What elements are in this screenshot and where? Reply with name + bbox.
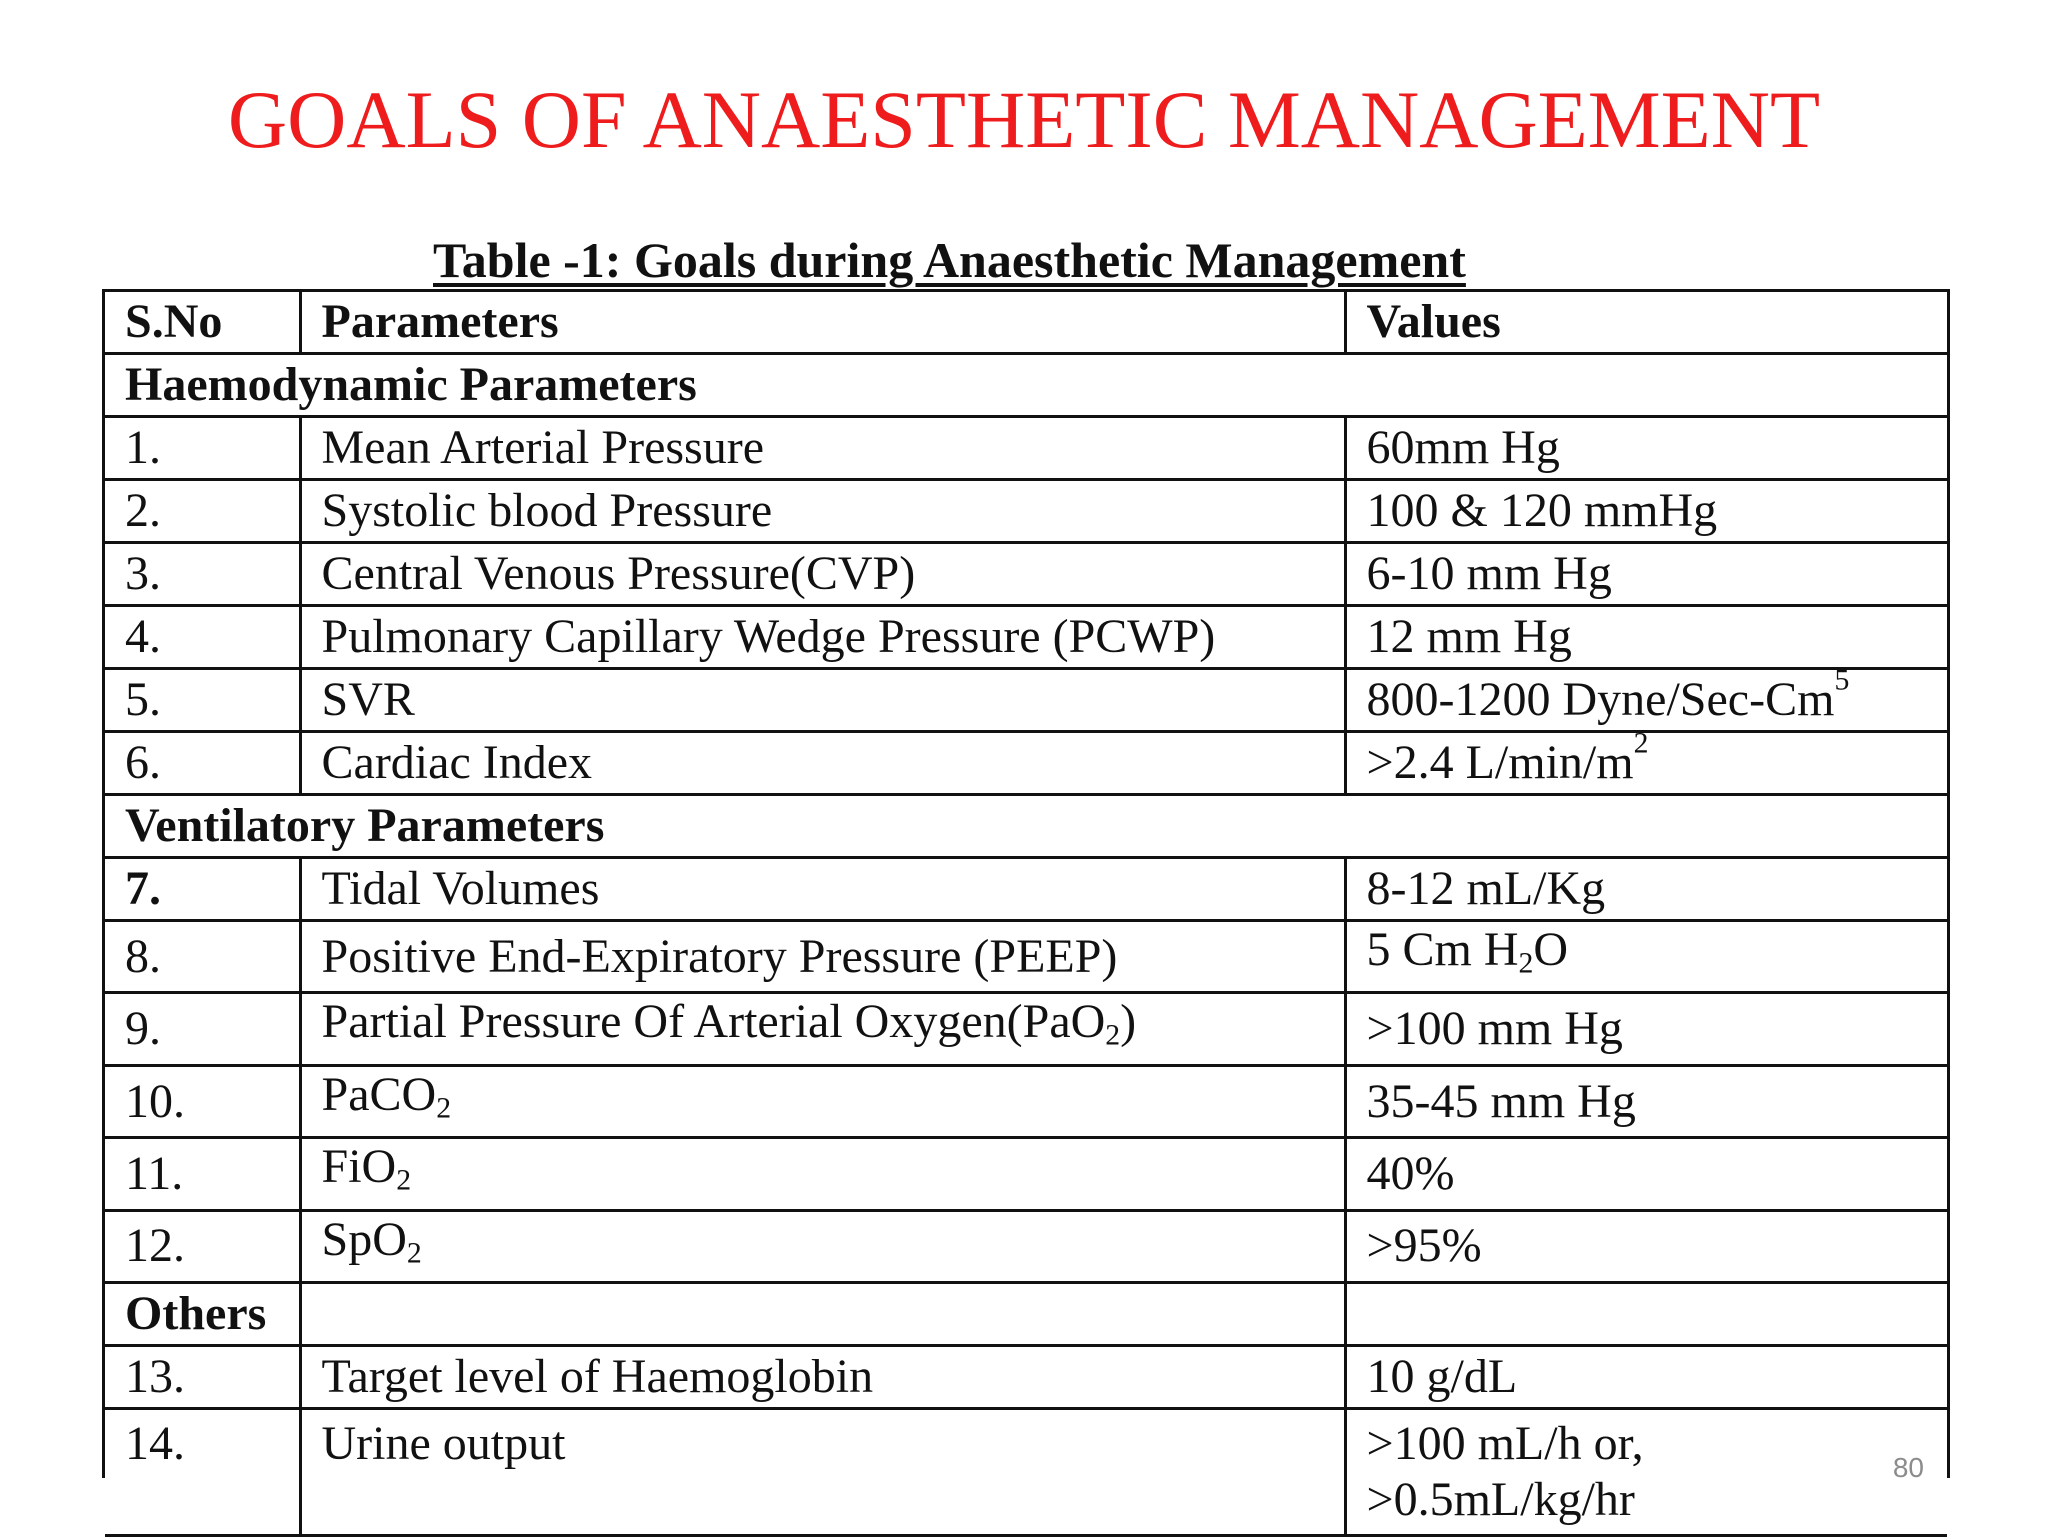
goals-table-container bbox=[102, 289, 1950, 1527]
row-parameter: Urine output bbox=[300, 1409, 1345, 1536]
table-row bbox=[105, 993, 1947, 1065]
row-parameter: Systolic blood Pressure bbox=[300, 480, 1345, 543]
row-value: >100 mm Hg bbox=[1345, 993, 1947, 1065]
row-sno: 3. bbox=[105, 543, 300, 606]
param-text: Partial Pressure Of Arterial Oxygen(PaO bbox=[321, 995, 1106, 1049]
row-parameter bbox=[300, 1065, 1345, 1137]
section-row-haemodynamic bbox=[105, 354, 1947, 417]
table-row bbox=[105, 732, 1947, 795]
param-subscript: 2 bbox=[406, 1236, 422, 1270]
value-superscript: 2 bbox=[1633, 726, 1649, 760]
table-row bbox=[105, 858, 1947, 921]
row-value: 35-45 mm Hg bbox=[1345, 1065, 1947, 1137]
row-value: 8-12 mL/Kg bbox=[1345, 858, 1947, 921]
section-label: Others bbox=[105, 1283, 300, 1346]
param-subscript: 2 bbox=[396, 1163, 412, 1197]
table-row bbox=[105, 921, 1947, 993]
row-sno: 8. bbox=[105, 921, 300, 993]
section-row-others bbox=[105, 1283, 1947, 1346]
value-text: >2.4 L/min/m bbox=[1366, 736, 1634, 789]
param-subscript: 2 bbox=[436, 1091, 452, 1125]
row-parameter: Central Venous Pressure(CVP) bbox=[300, 543, 1345, 606]
row-sno: 13. bbox=[105, 1346, 300, 1409]
row-value: 6-10 mm Hg bbox=[1345, 543, 1947, 606]
row-parameter: Mean Arterial Pressure bbox=[300, 417, 1345, 480]
row-value bbox=[1345, 726, 1947, 795]
row-parameter: Target level of Haemoglobin bbox=[300, 1346, 1345, 1409]
row-sno: 7. bbox=[105, 858, 300, 921]
param-text-post: ) bbox=[1120, 995, 1137, 1049]
value-superscript: 5 bbox=[1834, 663, 1850, 697]
row-sno: 10. bbox=[105, 1065, 300, 1137]
row-value bbox=[1345, 1409, 1947, 1536]
value-text-post: O bbox=[1533, 923, 1569, 976]
value-text: 5 Cm H bbox=[1366, 923, 1519, 976]
row-sno: 14. bbox=[105, 1409, 300, 1536]
table-row bbox=[105, 1346, 1947, 1409]
row-parameter: Cardiac Index bbox=[300, 732, 1345, 795]
row-parameter: Pulmonary Capillary Wedge Pressure (PCWP) bbox=[300, 606, 1345, 669]
row-sno: 9. bbox=[105, 993, 300, 1065]
header-sno: S.No bbox=[105, 292, 300, 354]
row-parameter: Tidal Volumes bbox=[300, 858, 1345, 921]
param-text: PaCO bbox=[321, 1067, 437, 1121]
table-row bbox=[105, 543, 1947, 606]
row-value: 10 g/dL bbox=[1345, 1346, 1947, 1409]
goals-table bbox=[105, 292, 1947, 1537]
empty-cell bbox=[1345, 1283, 1947, 1346]
row-sno: 1. bbox=[105, 417, 300, 480]
empty-cell bbox=[300, 1283, 1345, 1346]
row-parameter: Positive End-Expiratory Pressure (PEEP) bbox=[300, 921, 1345, 993]
row-value bbox=[1345, 663, 1947, 732]
row-value: >95% bbox=[1345, 1210, 1947, 1282]
table-row bbox=[105, 480, 1947, 543]
table-header-row bbox=[105, 292, 1947, 354]
row-parameter bbox=[300, 993, 1345, 1065]
slide-number: 80 bbox=[1892, 1452, 1924, 1483]
table-row bbox=[105, 669, 1947, 732]
table-row bbox=[105, 606, 1947, 669]
value-line-2: >0.5mL/kg/hr bbox=[1366, 1473, 1635, 1527]
row-value: 60mm Hg bbox=[1345, 417, 1947, 480]
row-value bbox=[1345, 921, 1947, 993]
table-row bbox=[105, 1210, 1947, 1282]
table-row bbox=[105, 1065, 1947, 1137]
table-caption: Table -1: Goals during Anaesthetic Management bbox=[433, 232, 1466, 288]
value-text: 800-1200 Dyne/Sec-Cm bbox=[1366, 673, 1835, 726]
row-sno: 5. bbox=[105, 669, 300, 732]
section-label: Haemodynamic Parameters bbox=[105, 354, 1947, 417]
table-row bbox=[105, 1138, 1947, 1210]
row-parameter bbox=[300, 1210, 1345, 1282]
slide-title: GOALS OF ANAESTHETIC MANAGEMENT bbox=[227, 74, 1821, 165]
row-sno: 12. bbox=[105, 1210, 300, 1282]
param-subscript: 2 bbox=[1105, 1018, 1121, 1052]
header-parameters: Parameters bbox=[300, 292, 1345, 354]
row-value: 100 & 120 mmHg bbox=[1345, 480, 1947, 543]
row-sno: 6. bbox=[105, 732, 300, 795]
row-sno: 2. bbox=[105, 480, 300, 543]
row-sno: 4. bbox=[105, 606, 300, 669]
value-line-1: >100 mL/h or, bbox=[1366, 1417, 1644, 1471]
param-text: SpO bbox=[321, 1212, 407, 1266]
section-row-ventilatory bbox=[105, 795, 1947, 858]
row-sno: 11. bbox=[105, 1138, 300, 1210]
row-value: 40% bbox=[1345, 1138, 1947, 1210]
row-parameter: SVR bbox=[300, 669, 1345, 732]
row-value: 12 mm Hg bbox=[1345, 606, 1947, 669]
param-text: FiO bbox=[321, 1140, 397, 1194]
header-values: Values bbox=[1345, 292, 1947, 354]
row-parameter bbox=[300, 1138, 1345, 1210]
table-row bbox=[105, 1409, 1947, 1536]
table-row bbox=[105, 417, 1947, 480]
value-subscript: 2 bbox=[1518, 946, 1534, 980]
section-label: Ventilatory Parameters bbox=[105, 795, 1947, 858]
